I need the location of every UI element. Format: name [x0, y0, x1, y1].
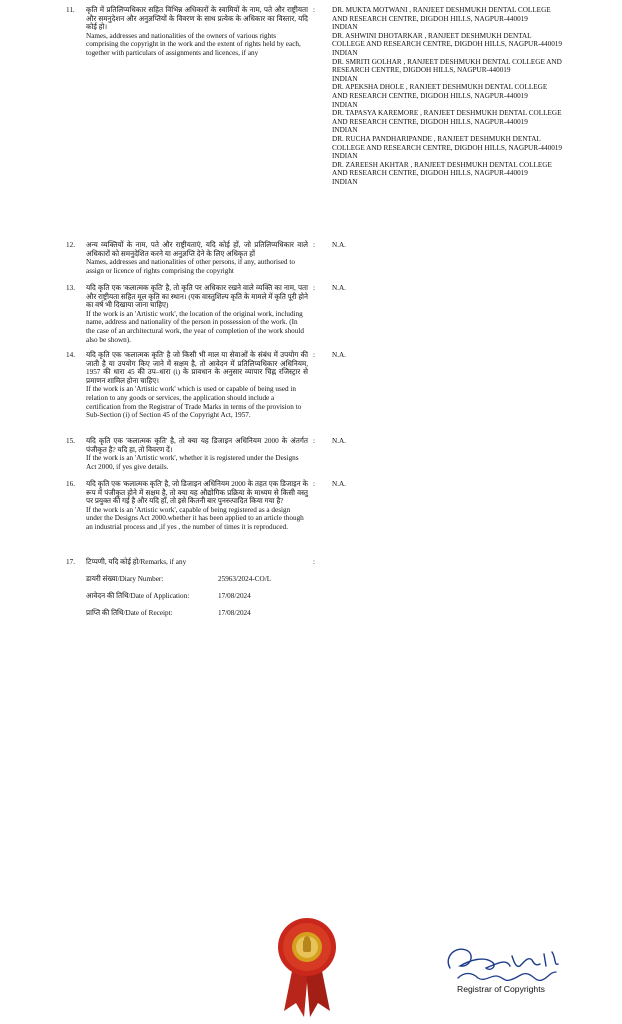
question-english: Names, addresses and nationalities of other persons, if any, authorised to assign or licence of rights comprising the copyright	[86, 258, 295, 275]
diary-number-label: डायरी संख्या/Diary Number:	[86, 575, 164, 583]
question-english: If the work is an 'Artistic work', the location of the original work, including name, address and nationality of the person in possession of the work. (In the case of an architectural work, the year of completion of the work should also be shown).	[86, 309, 304, 344]
colon: :	[313, 351, 315, 359]
question-hindi: यदि कृति एक 'कलात्मक कृति' है, तो कृति पर अधिकार रखने वाले व्यक्ति का नाम, पता और राष्ट्रीयता सहित मूल कृति का स्थान। (एक वास्तुशिल्प कृति के मामले में कृति पूरी होने का वर्ष भी दिखाया जाना चाहिए)	[86, 284, 308, 310]
answer-line: INDIAN	[332, 23, 358, 32]
question-hindi: यदि कृति एक 'कलात्मक कृति' है, तो क्या यह डिजाइन अधिनियम 2000 के अंतर्गत पंजीकृत है? यदि हा, तो विवरण दें।	[86, 437, 308, 454]
item-question	[86, 351, 308, 420]
item-number: 13.	[66, 284, 75, 292]
answer-line: INDIAN	[332, 126, 358, 135]
answer-line: INDIAN	[332, 48, 358, 57]
question-english: If the work is an 'Artistic work', capable of being registered as a design under the Designs Act 2000.whether it has been applied to an article though an industrial process and ,if yes , the number of times it is reproduced.	[86, 505, 304, 531]
item-number: 17.	[66, 558, 75, 566]
item-answer	[332, 6, 562, 186]
answer-line: INDIAN	[332, 74, 358, 83]
colon: :	[313, 6, 315, 14]
answer-line: DR. MUKTA MOTWANI , RANJEET DESHMUKH DENTAL COLLEGE AND RESEARCH CENTRE, DIGDOH HILLS, NAGPUR-440019	[332, 6, 551, 23]
receipt-date-label: प्राप्ति की तिथि/Date of Receipt:	[86, 609, 173, 617]
question-english: If the work is an 'Artistic work' which is used or capable of being used in relation to any goods or services, the application should include a certification from the Registrar of Trade Marks in terms of the provision to Sub-Section (i) of Section 45 of the Copyright Act, 1957.	[86, 385, 302, 420]
application-date-label: आवेदन की तिथि/Date of Application:	[86, 592, 190, 600]
answer-line: DR. ZAREESH AKHTAR , RANJEET DESHMUKH DENTAL COLLEGE AND RESEARCH CENTRE, DIGDOH HILLS, NAGPUR-440019	[332, 160, 552, 178]
colon: :	[313, 480, 315, 488]
colon: :	[313, 241, 315, 249]
item-answer	[332, 480, 562, 489]
question-english: Names, addresses and nationalities of the owners of various rights comprising the copyright in the work and the extent of rights held by each, together with particulars of assignments and licences, if any	[86, 31, 301, 57]
item-question	[86, 558, 308, 567]
item-number: 16.	[66, 480, 75, 488]
answer-line: N.A.	[332, 480, 346, 488]
question-hindi: अन्य व्यक्तियों के नाम, पते और राष्ट्रीयताएं, यदि कोई हों, जो प्रतिलिप्यधिकार वाले अधिकारों को समनुदेशित करने या अनुज्ञप्ति देने के लिए अधिकृत हों	[86, 241, 308, 258]
answer-line: INDIAN	[332, 152, 358, 161]
item-number: 15.	[66, 437, 75, 445]
answer-line: N.A.	[332, 241, 346, 249]
answer-line: DR. TAPASYA KAREMORE , RANJEET DESHMUKH DENTAL COLLEGE AND RESEARCH CENTRE, DIGDOH HILLS, NAGPUR-440019	[332, 109, 562, 126]
answer-line: DR. APEKSHA DHOLE , RANJEET DESHMUKH DENTAL COLLEGE AND RESEARCH CENTRE, DIGDOH HILLS, NAGPUR-440019	[332, 83, 548, 100]
colon: :	[313, 284, 315, 292]
answer-line: N.A.	[332, 437, 346, 445]
item-answer	[332, 284, 562, 293]
diary-number-value: 25963/2024-CO/L	[218, 575, 272, 583]
item-question	[86, 6, 308, 58]
item-number: 14.	[66, 351, 75, 359]
item-answer	[332, 437, 562, 446]
item-answer	[332, 351, 562, 360]
answer-line: INDIAN	[332, 100, 358, 109]
answer-line: N.A.	[332, 284, 346, 292]
receipt-date-value: 17/08/2024	[218, 609, 251, 617]
application-date-value: 17/08/2024	[218, 592, 251, 600]
item-question	[86, 437, 308, 471]
question-hindi: कृति में प्रतिलिप्यधिकार सहित विभिन्न अधिकारों के स्वामियों के नाम, पते और राष्ट्रीयता और समनुदेशन और अनुज्ञप्तियों के विवरण के साथ प्रत्येक के अधिकार का विस्तार, यदि कोई हो।	[86, 6, 308, 32]
item-answer	[332, 241, 562, 250]
answer-line: DR. RUCHA PANDHARIPANDE , RANJEET DESHMUKH DENTAL COLLEGE AND RESEARCH CENTRE, DIGDOH HILLS, NAGPUR-440019	[332, 134, 562, 152]
answer-line: DR. SMRITI GOLHAR , RANJEET DESHMUKH DENTAL COLLEGE AND RESEARCH CENTRE, DIGDOH HILLS, NAGPUR-440019	[332, 57, 562, 75]
answer-line: DR. ASHWINI DHOTARKAR , RANJEET DESHMUKH DENTAL COLLEGE AND RESEARCH CENTRE, DIGDOH HILLS, NAGPUR-440019	[332, 31, 562, 49]
official-seal-icon	[276, 913, 338, 1021]
question-hindi: यदि कृति एक 'कलात्मक कृति' है जो किसी भी माल या सेवाओं के संबंध में उपयोग की जाती है या उपयोग किए जाने में सक्षम है, तो आवेदन में प्रतिलिप्यधिकार अधिनियम, 1957 की धारा 45 की उप–धारा (i) के प्रावधान के अनुसार व्यापार चिह्न रजिस्ट्रार से प्रमाणन शामिल होना चाहिए।	[86, 351, 308, 385]
colon: :	[313, 437, 315, 445]
item-question	[86, 480, 308, 532]
colon: :	[313, 558, 315, 566]
item-question	[86, 284, 308, 344]
question-hindi: यदि कृति एक 'कलात्मक कृति' है, जो डिजाइन अधिनियम 2000 के तहत एक डिजाइन के रूप में पंजीकृत होने में सक्षम है, तो क्या यह औद्योगिक प्रक्रिया के माध्यम से किसी वस्तु पर प्रयुक्त की गई है और यदि हाँ, तो इसे कितनी बार पुनरुत्पादित किया गया है?	[86, 480, 308, 506]
item-number: 11.	[66, 6, 75, 14]
item-question	[86, 241, 308, 275]
registrar-title: Registrar of Copyrights	[457, 984, 545, 994]
answer-line: INDIAN	[332, 177, 358, 186]
answer-line: N.A.	[332, 351, 346, 359]
item-number: 12.	[66, 241, 75, 249]
question-english: If the work is an 'Artistic work', whether it is registered under the Designs Act 2000, if yes give details.	[86, 454, 299, 471]
question-hindi: टिप्पणी, यदि कोई हो/Remarks, if any	[86, 558, 187, 566]
